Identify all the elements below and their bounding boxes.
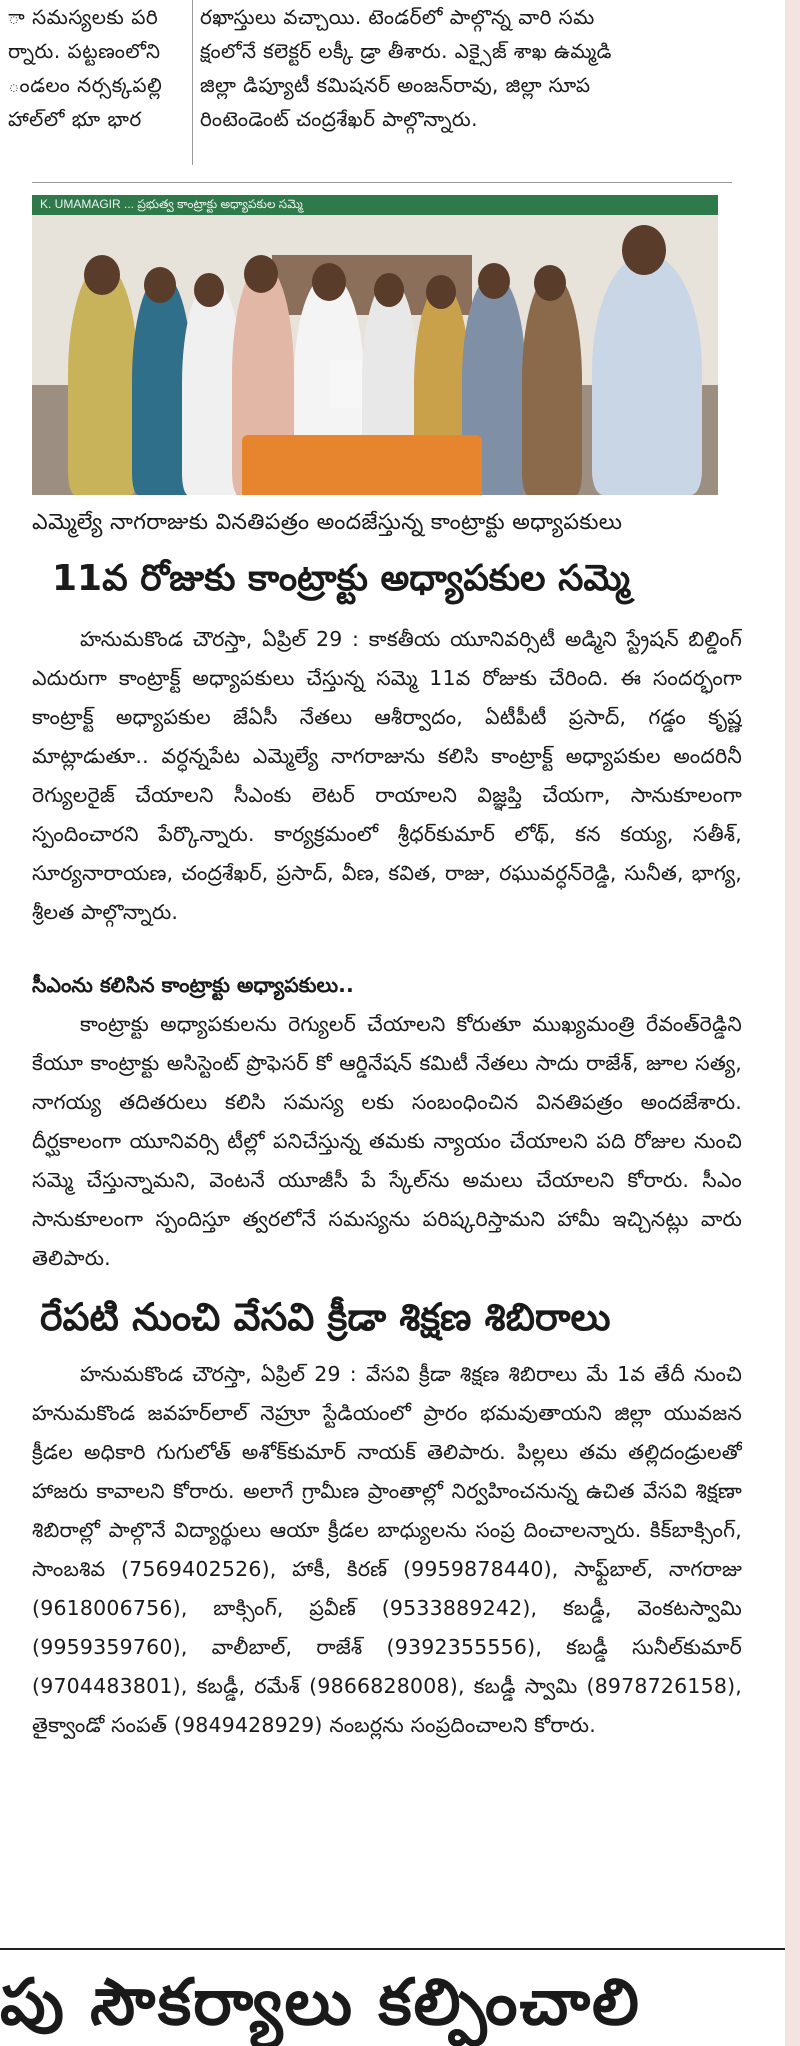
page-margin-strip: [785, 0, 800, 2046]
photo-caption: ఎమ్మెల్యే నాగరాజుకు వినతిపత్రం అందజేస్తున్న కాంట్రాక్టు అధ్యాపకులు: [32, 510, 623, 535]
article-body-paragraph: హనుమకొండ చౌరస్తా, ఏప్రిల్ 29 : కాకతీయ యూనివర్సిటీ అడ్మిని స్ట్రేషన్ బిల్డింగ్ ఎదురుగా కాంట్రాక్ట్ అధ్యాపకులు చేస్తున్న సమ్మె 11వ రోజుకు చేరింది. ఈ సందర్భంగా కాంట్రాక్ట్ అధ్యాపకుల జేఏసీ నేతలు ఆశీర్వాదం, ఏటీపీటీ ప్రసాద్, గడ్డం కృష్ణ మాట్లాడుతూ.. వర్ధన్నపేట ఎమ్మెల్యే నాగరాజును కలిసి కాంట్రాక్ట్ అధ్యాపకుల అందరినీ రెగ్యులరైజ్ చేయాలని సీఎంకు లెటర్ రాయాలని విజ్ఞప్తి చేయగా, సానుకూలంగా స్పందించారని పేర్కొన్నారు. కార్యక్రమంలో శ్రీధర్‌కుమార్ లోథ్, కన కయ్య, సతీశ్, సూర్యనారాయణ, చంద్రశేఖర్, ప్రసాద్, వీణ, కవిత, రాజు, రఘువర్ధన్‌రెడ్డి, సునీత, భాగ్య, శ్రీలత పాల్గొన్నారు.: [32, 627, 742, 924]
article-headline: 11వ రోజుకు కాంట్రాక్టు అధ్యాపకుల సమ్మె: [52, 558, 630, 599]
right-column-line: క్షంలోనే కలెక్టర్ లక్కీ డ్రా తీశారు. ఎక్సైజ్ శాఖ ఉమ్మడి: [200, 39, 612, 63]
person-head: [478, 263, 510, 299]
person-head: [244, 255, 278, 293]
left-column-line: ా సమస్యలకు పరి: [8, 5, 159, 29]
article-body-paragraph: కాంట్రాక్టు అధ్యాపకులను రెగ్యులర్ చేయాలని కోరుతూ ముఖ్యమంత్రి రేవంత్‌రెడ్డిని కేయూ కాంట్రాక్టు అసిస్టెంట్ ప్రొఫెసర్ కో ఆర్డినేషన్ కమిటీ నేతలు సాదు రాజేశ్, జూల సత్య, నాగయ్య తదితరులు కలిసి సమస్య లకు సంబంధించిన వినతిపత్రం అందజేశారు. దీర్ఘకాలంగా యూనివర్సి టీల్లో పనిచేస్తున్న తమకు న్యాయం చేయాలని పది రోజుల నుంచి సమ్మె చేస్తున్నామని, వెంటనే యూజీసీ పే స్కేల్‌ను అమలు చేయాలని కోరారు. సీఎం సానుకూలంగా స్పందిస్తూ త్వరలోనే సమస్యను పరిష్కరిస్తామని హామీ ఇచ్చినట్లు వారు తెలిపారు.: [32, 1012, 742, 1270]
person-head: [426, 275, 456, 309]
person-head: [144, 267, 176, 303]
left-column-line: హాల్‌లో భూ భార: [8, 107, 142, 131]
person-head: [622, 225, 666, 275]
right-column-line: రింటెండెంట్ చంద్రశేఖర్ పాల్గొన్నారు.: [200, 107, 478, 131]
next-article-headline-fragment: పు సౌకర్యాలు కల్పించాలి: [0, 1966, 641, 2040]
right-column-line: రఖాస్తులు వచ్చాయి. టెండర్‌లో పాల్గొన్న వారి సమ: [200, 5, 595, 29]
person-head: [374, 273, 404, 307]
photo-table: [242, 435, 482, 495]
news-photo: [32, 195, 718, 495]
right-column-fragment: [200, 0, 745, 168]
person-head: [194, 273, 224, 307]
person-figure: [592, 255, 702, 495]
article-body-paragraph: హనుమకొండ చౌరస్తా, ఏప్రిల్ 29 : వేసవి క్రీడా శిక్షణ శిబిరాలు మే 1వ తేదీ నుంచి హనుమకొండ జవహర్‌లాల్ నెహ్రూ స్టేడియంలో ప్రారం భమవుతాయని జిల్లా యువజన క్రీడల అధికారి గుగులోత్ అశోక్‌కుమార్ నాయక్ తెలిపారు. పిల్లలు తమ తల్లిదండ్రులతో హాజరు కావాలని కోరారు. అలాగే గ్రామీణ ప్రాంతాల్లో నిర్వహించనున్న ఉచిత వేసవి శిక్షణా శిబిరాల్లో పాల్గొనే విద్యార్థులు ఆయా క్రీడల బాధ్యులను సంప్ర దించాలన్నారు. కిక్‌బాక్సింగ్, సాంబశివ (7569402526), హాకీ, కిరణ్ (9959878440), సాఫ్ట్‌బాల్, నాగరాజు (9618006756), బాక్సింగ్, ప్రవీణ్ (9533889242), కబడ్డీ, వెంకటస్వామి (9959359760), వాలీబాల్, రాజేశ్ (9392355556), కబడ్డీ సునీల్‌కుమార్ (9704483801), కబడ్డీ, రమేశ్ (9866828008), కబడ్డీ స్వామి (8978726158), తైక్వాండో సంపత్ (9849428929) నంబర్లను సంప్రదించాలని కోరారు.: [32, 1362, 742, 1737]
section-divider: [0, 1948, 785, 1950]
section-divider: [32, 182, 732, 183]
person-figure: [68, 265, 138, 495]
person-figure: [522, 275, 582, 495]
left-column-fragment: [8, 0, 186, 168]
left-column-line: ర్నారు. పట్టణంలోని: [8, 39, 161, 63]
right-column-line: జిల్లా డిప్యూటీ కమిషనర్ అంజన్‌రావు, జిల్లా సూప: [200, 73, 591, 97]
person-head: [534, 265, 566, 301]
photo-banner-text: K. UMAMAGIR ... ప్రభుత్వ కాంట్రాక్టు అధ్యాపకుల సమ్మె: [40, 197, 303, 211]
left-column-line: ండలం నర్సక్కపల్లి: [8, 73, 163, 97]
article-subheading: సీఎంను కలిసిన కాంట్రాక్టు అధ్యాపకులు..: [32, 973, 354, 997]
photo-banner: [32, 195, 718, 215]
person-head: [84, 255, 120, 295]
person-head: [312, 263, 346, 301]
article-headline: రేపటి నుంచి వేసవి క్రీడా శిక్షణ శిబిరాలు: [40, 1295, 611, 1339]
column-divider: [192, 0, 193, 165]
previous-article-fragment: [0, 0, 785, 178]
